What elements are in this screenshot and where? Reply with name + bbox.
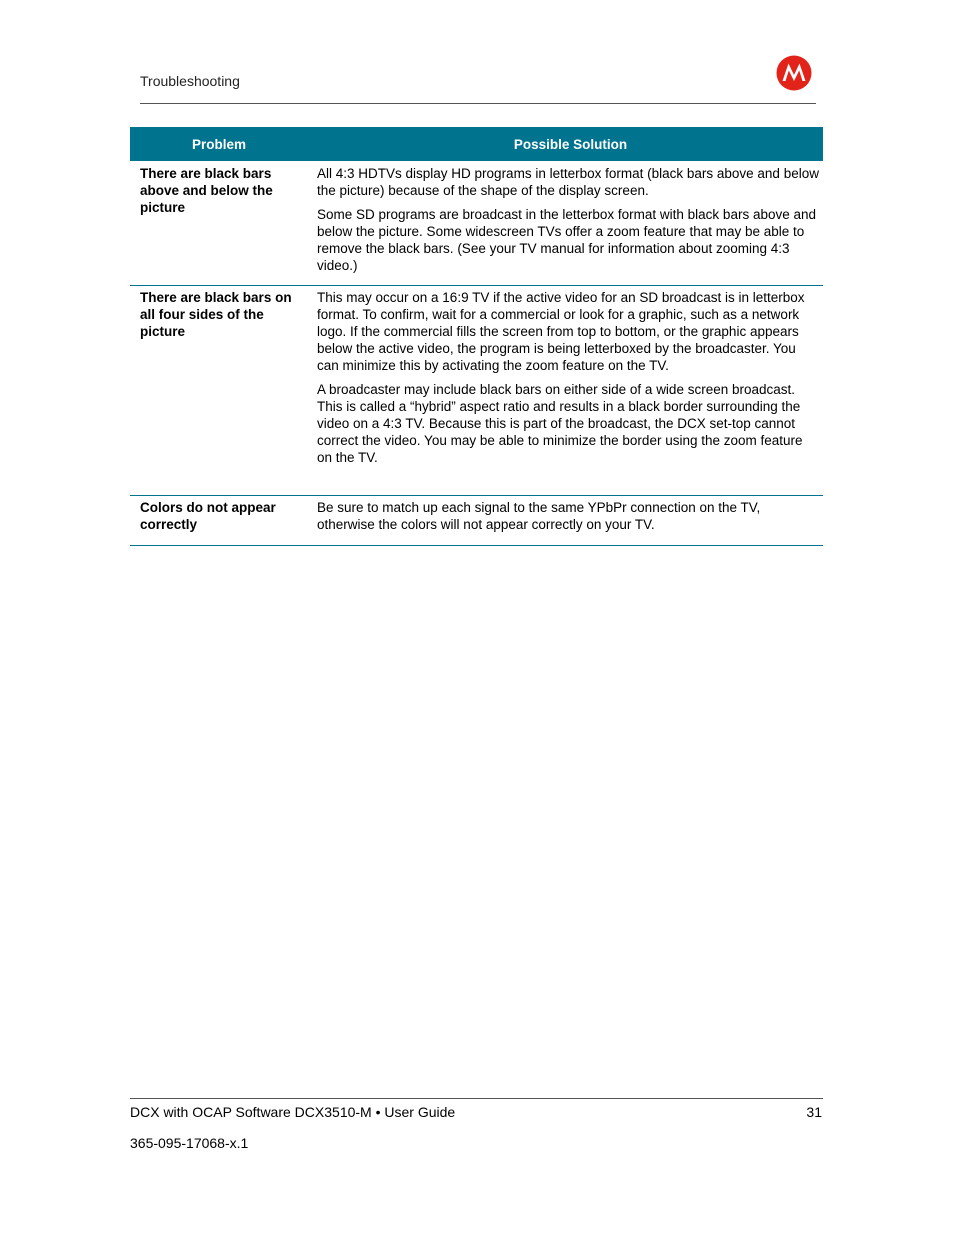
motorola-logo-icon xyxy=(776,55,812,91)
solution-paragraph: This may occur on a 16:9 TV if the active video for an SD broadcast is in letterbox format. To confirm, wait for a commercial or look for a graphic, such as a network logo. If the commercial fills the screen from top to bottom, or the graphic appears below the active video, the program is being letterboxed by the broadcaster. You can minimize this by activating the zoom feature on the TV. xyxy=(317,290,805,373)
problem-cell: There are black bars above and below the picture xyxy=(140,166,273,215)
solution-paragraph: A broadcaster may include black bars on either side of a wide screen broadcast. This is called a “hybrid” aspect ratio and results in a black border surrounding the video on a 4:3 TV. Because this is part of the broadcast, the DCX set-top cannot correct the video. You may be able to minimize the border using the zoom feature on the TV. xyxy=(317,382,803,465)
solution-paragraph: Be sure to match up each signal to the same YPbPr connection on the TV, otherwise the colors will not appear correctly on your TV. xyxy=(317,500,761,532)
solution-cell xyxy=(308,496,821,545)
solution-cell xyxy=(308,161,821,285)
footer-document-title: DCX with OCAP Software DCX3510-M • User Guide xyxy=(130,1104,456,1120)
header-section-label: Troubleshooting xyxy=(140,73,240,89)
solution-cell xyxy=(308,286,821,495)
table-header xyxy=(130,127,823,161)
footer-document-number: 365-095-17068-x.1 xyxy=(130,1135,249,1151)
footer-divider xyxy=(130,1098,823,1099)
problem-cell: There are black bars on all four sides of the picture xyxy=(140,290,292,339)
page-number: 31 xyxy=(806,1104,822,1120)
column-header-problem: Problem xyxy=(191,136,246,152)
troubleshooting-table xyxy=(130,127,823,546)
table-row xyxy=(130,286,823,496)
solution-paragraph: All 4:3 HDTVs display HD programs in letterbox format (black bars above and below the picture) because of the shape of the display screen. xyxy=(317,166,819,198)
problem-cell: Colors do not appear correctly xyxy=(140,500,276,532)
solution-paragraph: Some SD programs are broadcast in the letterbox format with black bars above and below the picture. Some widescreen TVs offer a zoom feature that may be able to remove the black bars. (See your TV manual for information about zooming 4:3 video.) xyxy=(317,207,816,273)
header-divider xyxy=(140,103,816,104)
column-header-solution: Possible Solution xyxy=(513,136,628,152)
table-row xyxy=(130,161,823,286)
table-row xyxy=(130,496,823,546)
